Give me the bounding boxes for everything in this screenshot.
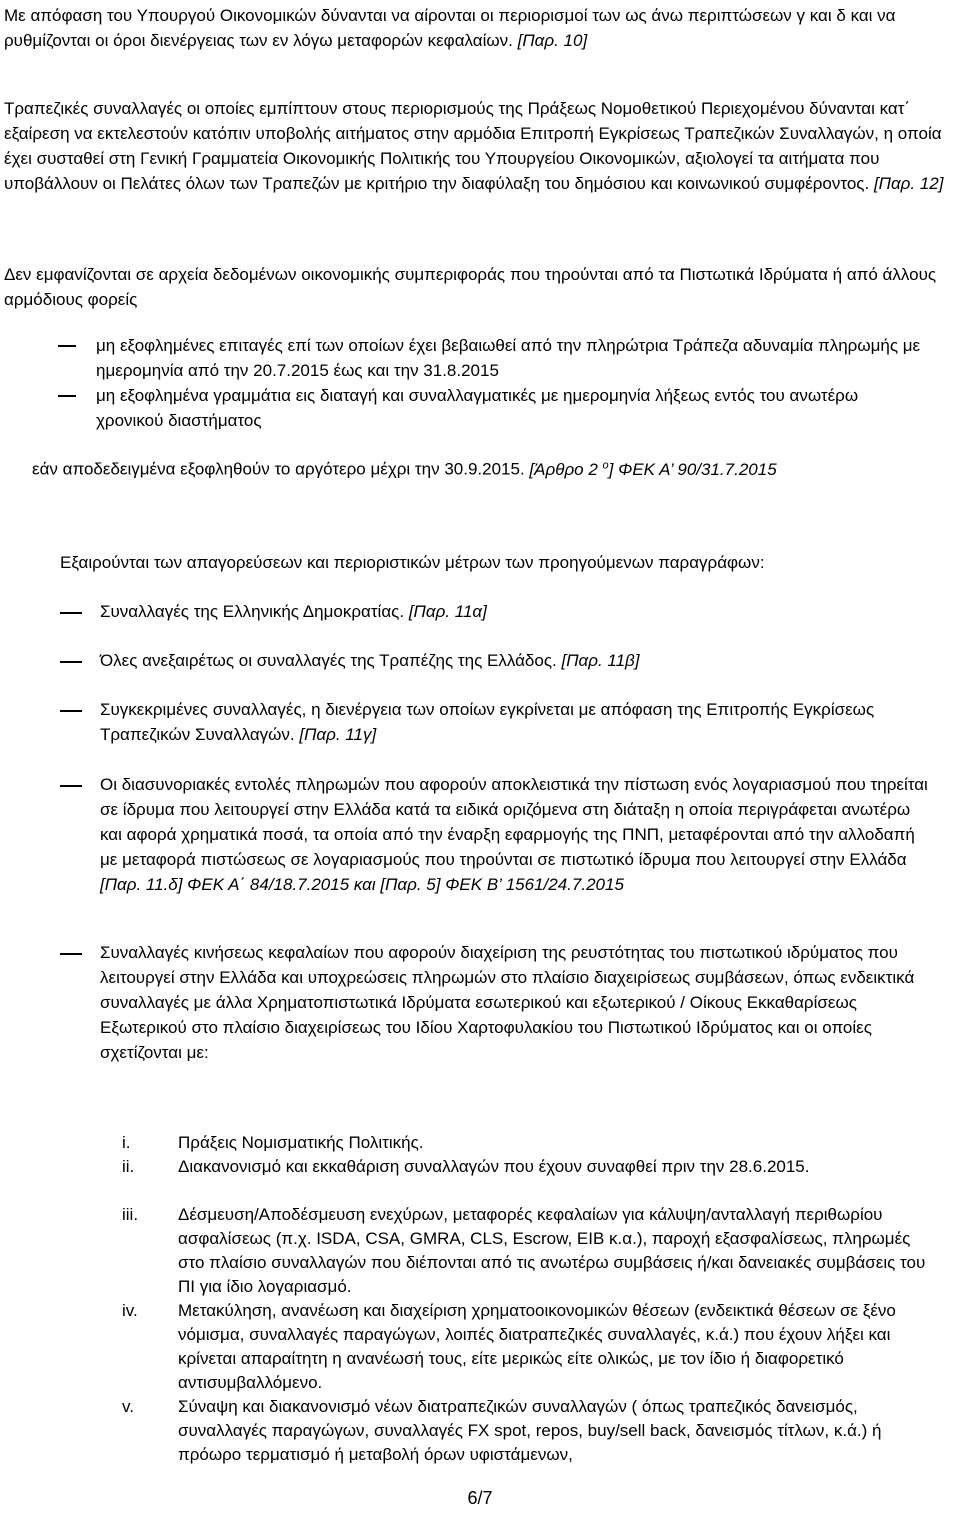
dash-bullet xyxy=(60,953,82,955)
paragraph-ref: [Παρ. 10] xyxy=(517,31,588,50)
roman-item: Μετακύληση, ανανέωση και διαχείριση χρηματοοικονομικών θέσεων (ενδεικτικά θέσεων σε ξένο νόμισμα, συναλλαγές παραγώγων, λοιπές διατραπεζικές συναλλαγές, κ.ά.) που έχουν λήξει και κρίνεται απαραίτητη η ανανέωσή τους, είτε μερικώς είτε ολικώς, με τον ίδιο ή διαφορετικό αντισυμβαλλόμενο. xyxy=(178,1301,896,1392)
dash-bullet xyxy=(60,612,82,614)
dash-bullet xyxy=(60,785,82,787)
roman-item: Σύναψη και διακανονισμό νέων διατραπεζικών συναλλαγών ( όπως τραπεζικός δανεισμός, συναλλαγές παραγώγων, συναλλαγές FX spot, repos, buy/sell back, δανεισμός τίτλων, κ.ά.) ή πρόωρο τερματισμό ή μεταβολή όρων υφιστάμενων, xyxy=(178,1397,882,1464)
exemption-ref: [Παρ. 11.δ] ΦΕΚ Α΄ 84/18.7.2015 και [Παρ. 5] ΦΕΚ Β’ 1561/24.7.2015 xyxy=(100,875,624,894)
roman-label: iii. xyxy=(122,1205,139,1224)
roman-label: v. xyxy=(122,1397,134,1416)
exemption-ref: [Παρ. 11α] xyxy=(408,602,487,621)
exemption-text: Οι διασυνοριακές εντολές πληρωμών που αφορούν αποκλειστικά την πίστωση ενός λογαριασμού που τηρείται σε ίδρυμα που λειτουργεί στην Ελλάδα κατά τα ειδικά οριζόμενα στη διάταξη η οποία περιγράφεται ανωτέρω και αφορά χρηματικά ποσά, τα οποία από την έναρξη εφαρμογής της ΠΝΠ, μεταφέρονται από την αλλοδαπή με μεταφορά πιστώσεως σε λογαριασμούς που τηρούνται σε πιστωτικό ίδρυμα που λειτουργεί στην Ελλάδα xyxy=(100,775,928,869)
dash-bullet xyxy=(60,710,82,712)
paragraph-text: Δεν εμφανίζονται σε αρχεία δεδομένων οικονομικής συμπεριφοράς που τηρούνται από τα Πιστωτικά Ιδρύματα ή από άλλους αρμόδιους φορείς xyxy=(4,265,937,309)
exemption-ref: [Παρ. 11γ] xyxy=(299,725,377,744)
paragraph-text: εάν αποδεδειγμένα εξοφληθούν το αργότερο μέχρι την 30.9.2015. xyxy=(32,459,525,479)
dash-bullet xyxy=(60,661,82,663)
dash-bullet xyxy=(58,345,76,347)
exemption-text: Όλες ανεξαιρέτως οι συναλλαγές της Τραπέζης της Ελλάδος. xyxy=(100,651,557,670)
exemption-text: Συναλλαγές κινήσεως κεφαλαίων που αφορούν διαχείριση της ρευστότητας του πιστωτικού ιδρύματος που λειτουργεί στην Ελλάδα και υποχρεώσεις πληρωμών στο πλαίσιο διαχειρίσεως συμβάσεων, όπως ενδεικτικά συναλλαγές με άλλα Χρηματοπιστωτικά Ιδρύματα εσωτερικού και εξωτερικού / Οίκους Εκκαθαρίσεως Εξωτερικού στο πλαίσιο διαχειρίσεως του Ιδίου Χαρτοφυλακίου του Πιστωτικού Ιδρύματος και οι οποίες σχετίζονται με: xyxy=(100,943,915,1062)
exemption-ref: [Παρ. 11β] xyxy=(561,651,640,670)
paragraph-committee xyxy=(4,96,954,196)
paragraph-ref: [Άρθρο 2 $^o$] ΦΕΚ Α’ 90/31.7.2015 xyxy=(529,459,777,479)
paragraph-condition xyxy=(32,453,902,482)
roman-item: Διακανονισμό και εκκαθάριση συναλλαγών που έχουν συναφθεί πριν την 28.6.2015. xyxy=(178,1157,810,1176)
exemption-text: Συγκεκριμένες συναλλαγές, η διενέργεια των οποίων εγκρίνεται με απόφαση της Επιτροπής Εγκρίσεως Τραπεζικών Συναλλαγών. xyxy=(100,700,875,744)
list-item xyxy=(96,333,926,383)
exemption-item xyxy=(100,599,930,624)
paragraph-text: Τραπεζικές συναλλαγές οι οποίες εμπίπτουν στους περιορισμούς της Πράξεως Νομοθετικού Περιεχομένου δύνανται κατ΄ εξαίρεση να εκτελεστούν κατόπιν υποβολής αιτήματος στην αρμόδια Επιτροπή Εγκρίσεως Τραπεζικών Συναλλαγών, η οποία έχει συσταθεί στη Γενική Γραμματεία Οικονομικής Πολιτικής του Υπουργείου Οικονομικών, αξιολογεί τα αιτήματα που υποβάλλουν οι Πελάτες όλων των Τραπεζών με κριτήριο την διαφύλαξη του δημόσιου και κοινωνικού συμφέροντος. xyxy=(4,99,942,193)
exemption-text: Συναλλαγές της Ελληνικής Δημοκρατίας. xyxy=(100,602,405,621)
exemption-item xyxy=(100,772,930,897)
exemption-item xyxy=(100,648,930,673)
paragraph-text: Με απόφαση του Υπουργού Οικονομικών δύνανται να αίρονται οι περιορισμοί των ως άνω περιπτώσεων γ και δ και να ρυθμίζονται οι όροι διενέργειας των εν λόγω μεταφορών κεφαλαίων. xyxy=(4,6,896,50)
exemption-item xyxy=(100,940,930,1065)
roman-label: i. xyxy=(122,1133,131,1152)
page-number: 6/7 xyxy=(467,1488,493,1508)
roman-item: Πράξεις Νομισματικής Πολιτικής. xyxy=(178,1133,424,1152)
paragraph-capital-transfers xyxy=(4,3,954,53)
paragraph-ref: [Παρ. 12] xyxy=(873,174,944,193)
exemption-item xyxy=(100,697,930,747)
exemptions-intro: Εξαιρούνται των απαγορεύσεων και περιοριστικών μέτρων των προηγούμενων παραγράφων: xyxy=(60,553,765,572)
roman-item: Δέσμευση/Αποδέσμευση ενεχύρων, μεταφορές κεφαλαίων για κάλυψη/ανταλλαγή περιθωρίου ασφαλίσεως (π.χ. ISDA, CSA, GMRA, CLS, Escrow, EIB κ.α.), παροχή εξασφαλίσεως, πληρωμές στο πλαίσιο συναλλαγών που διέπονται από τις ανωτέρω συμβάσεις ή/και δανειακές συμβάσεις του ΠΙ για ίδιο λογαριασμό. xyxy=(178,1205,926,1296)
list-item xyxy=(96,383,926,433)
list-item-text: μη εξοφλημένα γραμμάτια εις διαταγή και συναλλαγματικές με ημερομηνία λήξεως εντός του ανωτέρω χρονικού διαστήματος xyxy=(96,386,859,430)
roman-label: iv. xyxy=(122,1301,138,1320)
list-item-text: μη εξοφλημένες επιταγές επί των οποίων έχει βεβαιωθεί από την πληρώτρια Τράπεζα αδυναμία πληρωμής με ημερομηνία από την 20.7.2015 έως και την 31.8.2015 xyxy=(96,336,921,380)
roman-label: ii. xyxy=(122,1157,135,1176)
dash-bullet xyxy=(58,395,76,397)
paragraph-records xyxy=(4,262,954,312)
